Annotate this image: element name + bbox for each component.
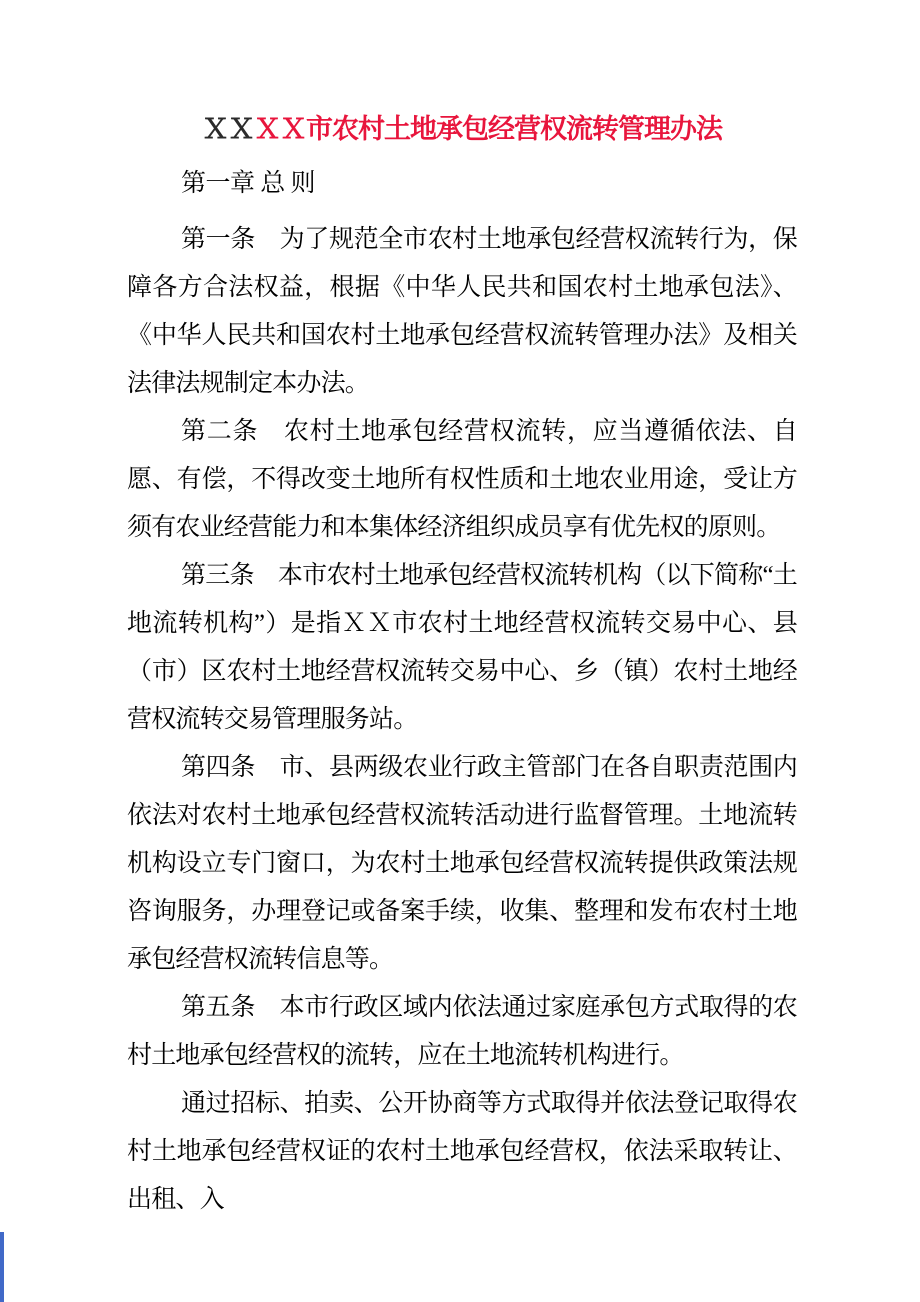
chapter-heading: 第一章 总 则 (181, 170, 316, 197)
paragraph-article-5-continued: 通过招标、拍卖、公开协商等方式取得并依法登记取得农村土地承包经营权证的农村土地承包经营权，依法采取转让、出租、入 (127, 1090, 797, 1213)
paragraph-article-2: 第二条 农村土地承包经营权流转，应当遵循依法、自愿、有偿，不得改变土地所有权性质和土地农业用途，受让方须有农业经营能力和本集体经济组织成员享有优先权的原则。 (127, 418, 797, 541)
document-title (127, 112, 797, 146)
left-edge-marker (0, 1232, 4, 1302)
paragraph-article-5: 第五条 本市行政区域内依法通过家庭承包方式取得的农村土地承包经营权的流转，应在土地流转机构进行。 (127, 994, 797, 1069)
paragraph-article-3: 第三条 本市农村土地承包经营权流转机构（以下简称“土地流转机构”）是指ＸＸ市农村土地经营权流转交易中心、县（市）区农村土地经营权流转交易中心、乡（镇）农村土地经营权流转交易管理服务站。 (127, 562, 797, 733)
title-main-text: ＸＸ市农村土地承包经营权流转管理办法 (254, 114, 722, 144)
paragraph-article-4: 第四条 市、县两级农业行政主管部门在各自职责范围内依法对农村土地承包经营权流转活动进行监督管理。土地流转机构设立专门窗口，为农村土地承包经营权流转提供政策法规咨询服务，办理登记或备案手续，收集、整理和发布农村土地承包经营权流转信息等。 (127, 754, 797, 973)
title-x-prefix: ＸＸ (202, 114, 254, 144)
paragraph-article-1: 第一条 为了规范全市农村土地承包经营权流转行为，保障各方合法权益，根据《中华人民共和国农村土地承包法》、《中华人民共和国农村土地承包经营权流转管理办法》及相关法律法规制定本办法。 (127, 226, 797, 397)
document-content (127, 0, 797, 1224)
